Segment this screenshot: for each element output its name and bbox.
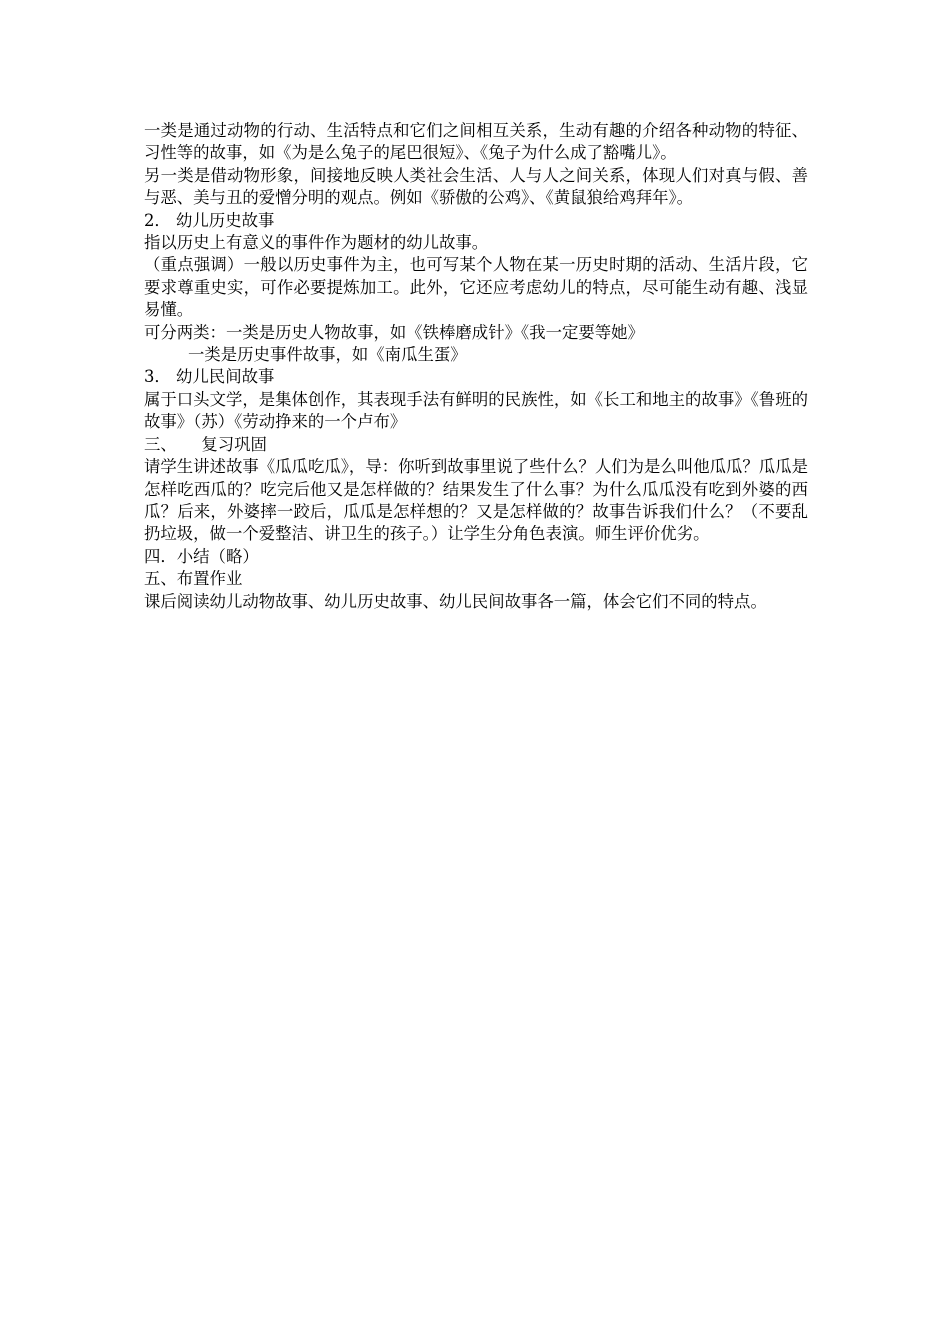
heading-history-story: 2． 幼儿历史故事 [144, 210, 275, 230]
heading-summary: 四．小结（略） [144, 546, 259, 566]
heading-review: 三、 复习巩固 [144, 434, 267, 454]
paragraph-history-event-category: 一类是历史事件故事，如《南瓜生蛋》 [188, 345, 467, 365]
heading-folk-story: 3． 幼儿民间故事 [144, 367, 275, 387]
paragraph-history-categories: 可分两类：一类是历史人物故事，如《铁棒磨成针》《我一定要等她》 [144, 322, 644, 342]
paragraph-animal-story-type-one: 一类是通过动物的行动、生活特点和它们之间相互关系，生动有趣的介绍各种动物的特征、习性等的故事，如《为是么兔子的尾巴很短》、《兔子为什么成了豁嘴儿》。 [144, 121, 808, 163]
paragraph-history-emphasis: （重点强调）一般以历史事件为主，也可写某个人物在某一历史时期的活动、生活片段，它要求尊重史实，可作必要提炼加工。此外，它还应考虑幼儿的特点，尽可能生动有趣、浅显易懂。 [144, 255, 808, 320]
paragraph-animal-story-type-two: 另一类是借动物形象，间接地反映人类社会生活、人与人之间关系，体现人们对真与假、善与恶、美与丑的爱憎分明的观点。例如《骄傲的公鸡》、《黄鼠狼给鸡拜年》。 [144, 165, 808, 208]
paragraph-homework: 课后阅读幼儿动物故事、幼儿历史故事、幼儿民间故事各一篇，体会它们不同的特点。 [144, 591, 767, 611]
paragraph-folk-definition: 属于口头文学，是集体创作，其表现手法有鲜明的民族性，如《长工和地主的故事》《鲁班的故事》（苏）《劳动挣来的一个卢布》 [144, 389, 808, 432]
heading-homework: 五、布置作业 [144, 569, 243, 589]
document-page [144, 120, 808, 613]
paragraph-review-activity: 请学生讲述故事《瓜瓜吃瓜》，导：你听到故事里说了些什么？人们为是么叫他瓜瓜？瓜瓜是怎样吃西瓜的？吃完后他又是怎样做的？结果发生了什么事？为什么瓜瓜没有吃到外婆的西瓜？后来，外婆摔一跤后，瓜瓜是怎样想的？又是怎样做的？故事告诉我们什么？（不要乱扔垃圾，做一个爱整洁、讲卫生的孩子。）让学生分角色表演。师生评价优劣。 [144, 457, 808, 544]
paragraph-history-definition: 指以历史上有意义的事件作为题材的幼儿故事。 [144, 233, 489, 253]
